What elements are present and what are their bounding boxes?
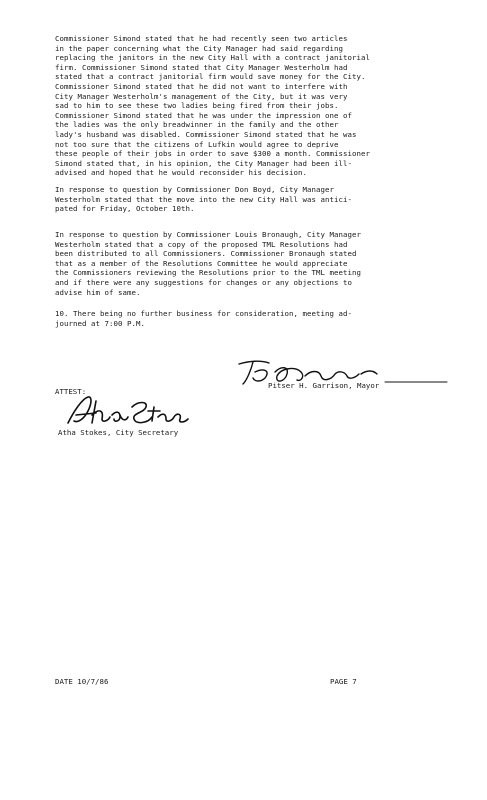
paragraph-boyd-city-hall-move: In response to question by Commissioner Don Boyd, City Manager Westerholm stated that the move into the new City Hall was antici- pated for Friday, October 10th. (55, 185, 352, 214)
footer-date: DATE 10/7/86 (55, 677, 109, 686)
attest-label: ATTEST: (55, 387, 87, 396)
paragraph-simond-janitors: Commissioner Simond stated that he had recently seen two articles in the paper concerning what the City Manager had said regarding replacing the janitors in the new City Hall with a contract janitorial firm. Commissioner Simond stated that City Manager Westerholm had stated that a contract janitorial firm would save money for the City. Commissioner Simond stated that he did not want to interfere with City Manager Westerholm's management of the City, but it was very sad to him to see these two ladies being fired from their jobs. Commissioner Simond stated that he was under the impression one of the ladies was the only breadwinner in the family and the other lady's husband was disabled. Commissioner Simond stated that he was not too sure that the citizens of Lufkin would agree to deprive these people of their jobs in order to save $300 a month. Commissioner Simond stated that, in his opinion, the City Manager had been ill- advised and hoped that he would reconsider his decision. (55, 34, 370, 178)
footer-page-number: PAGE 7 (330, 677, 357, 686)
secretary-signature (62, 393, 192, 429)
paragraph-bronaugh-tml-resolutions: In response to question by Commissioner Louis Bronaugh, City Manager Westerholm stated that a copy of the proposed TML Resolutions had been distributed to all Commissioners. Commissioner Bronaugh stated that as a member of the Resolutions Committee he would appreciate the Commissioners reviewing the Resolutions prior to the TML meeting and if there were any suggestions for changes or any objections to advise him of same. (55, 230, 361, 297)
mayor-name-title: Pitser H. Garrison, Mayor (268, 381, 380, 390)
paragraph-adjournment: 10. There being no further business for consideration, meeting ad- journed at 7:00 P.M. (55, 309, 352, 328)
secretary-name-title: Atha Stokes, City Secretary (58, 428, 179, 437)
